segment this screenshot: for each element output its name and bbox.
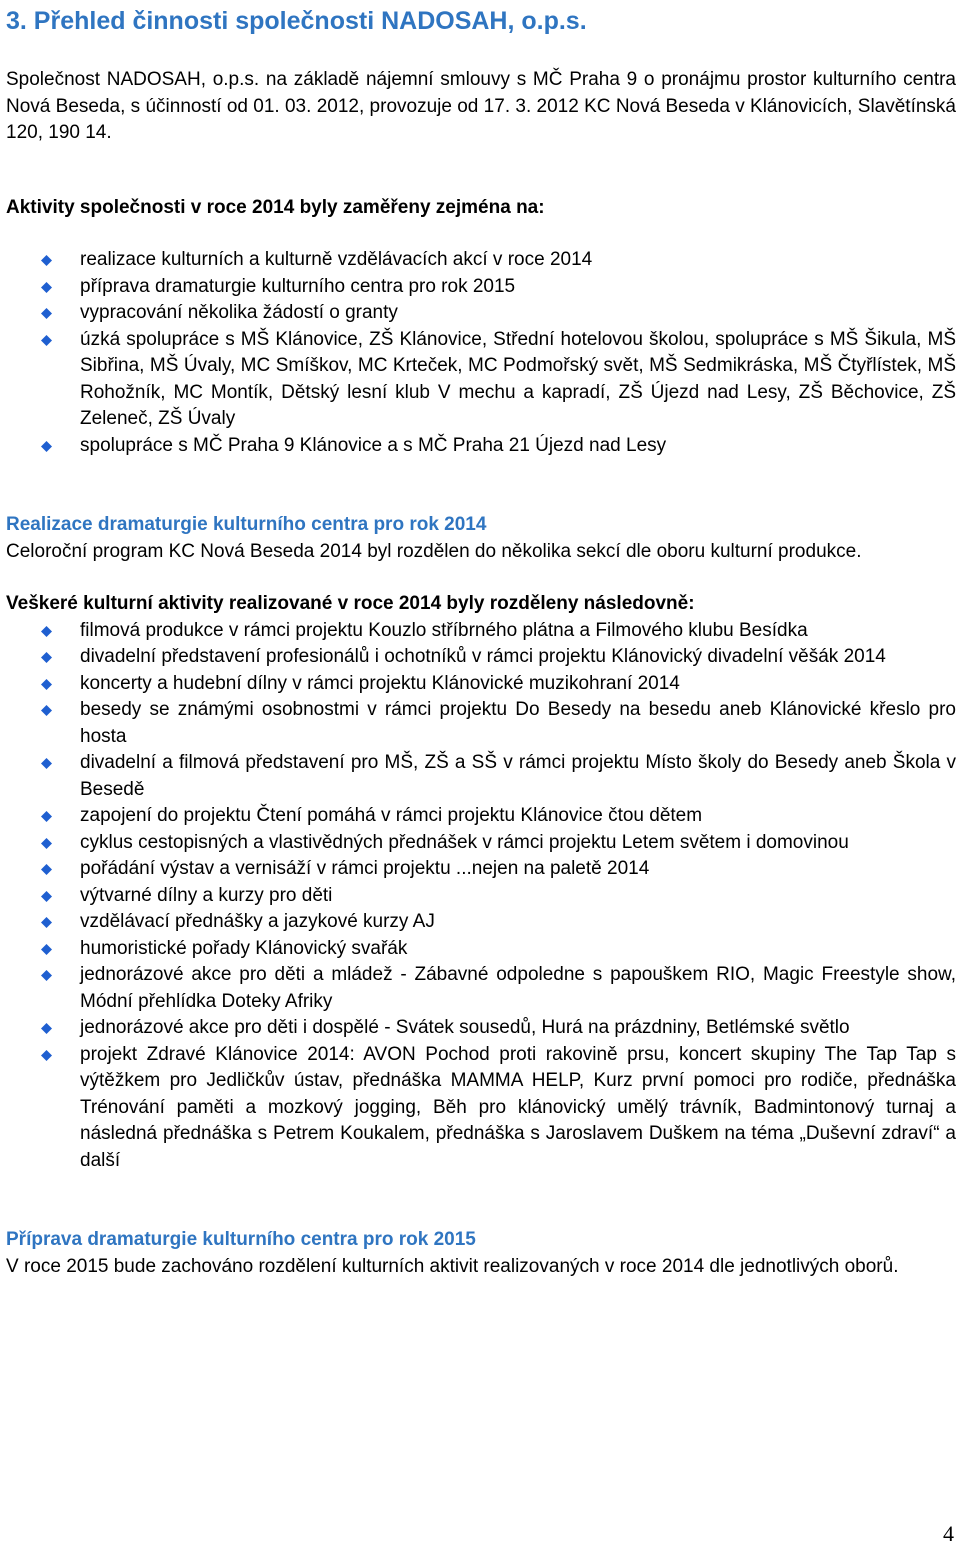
list-item: spolupráce s MČ Praha 9 Klánovice a s MČ Praha 21 Újezd nad Lesy [6, 433, 956, 460]
diamond-bullet-icon [41, 864, 52, 875]
cultural-heading: Veškeré kulturní aktivity realizované v roce 2014 byly rozděleny následovně: [6, 593, 695, 614]
list-item: příprava dramaturgie kulturního centra pro rok 2015 [6, 274, 956, 301]
diamond-bullet-icon [41, 944, 52, 955]
diamond-bullet-icon [41, 917, 52, 928]
list-item: koncerty a hudební dílny v rámci projektu Klánovické muzikohraní 2014 [6, 671, 956, 698]
activities-heading: Aktivity společnosti v roce 2014 byly zaměřeny zejména na: [6, 196, 545, 218]
list-item: humoristické pořady Klánovický svařák [6, 936, 956, 963]
intro-paragraph: Společnost NADOSAH, o.p.s. na základě nájemní smlouvy s MČ Praha 9 o pronájmu prostor kulturního centra Nová Beseda, s účinností od 01. 03. 2012, provozuje od 17. 3. 2012 KC Nová Beseda v Klánovicích, Slavětínská 120, 190 14. [6, 69, 956, 143]
diamond-bullet-icon [41, 255, 52, 266]
section-title-2014: Realizace dramaturgie kulturního centra pro rok 2014 [6, 514, 487, 535]
diamond-bullet-icon [41, 679, 52, 690]
list-item: výtvarné dílny a kurzy pro děti [6, 883, 956, 910]
list-item: jednorázové akce pro děti a mládež - Zábavné odpoledne s papouškem RIO, Magic Freestyle show, Módní přehlídka Doteky Afriky [6, 962, 956, 1015]
document-page [6, 6, 956, 1280]
list-item: vypracování několika žádostí o granty [6, 300, 956, 327]
diamond-bullet-icon [41, 1023, 52, 1034]
diamond-bullet-icon [41, 1050, 52, 1061]
list-item: úzká spolupráce s MŠ Klánovice, ZŠ Klánovice, Střední hotelovou školou, spolupráce s MŠ Šikula, MŠ Sibřina, MŠ Úvaly, MC Smíškov, MC Krteček, MC Podmořský svět, MŠ Sedmikráska, MŠ Čtyřlístek, MŠ Rohožník, MC Montík, Dětský lesní klub V mechu a kapradí, ZŠ Újezd nad Lesy, ZŠ Běchovice, ZŠ Zeleneč, ZŠ Úvaly [6, 327, 956, 433]
diamond-bullet-icon [41, 838, 52, 849]
page-number: 4 [943, 1521, 954, 1546]
section-2014-text: Celoroční program KC Nová Beseda 2014 byl rozdělen do několika sekcí dle oboru kulturní produkce. [6, 540, 862, 562]
list-item: filmová produkce v rámci projektu Kouzlo stříbrného plátna a Filmového klubu Besídka [6, 618, 956, 645]
list-item: projekt Zdravé Klánovice 2014: AVON Pochod proti rakovině prsu, koncert skupiny The Tap Tap s výtěžkem pro Jedličkův ústav, přednáška MAMMA HELP, Kurz první pomoci pro rodiče, přednáška Trénování paměti a mozkový jogging, Běh pro klánovický umělý trávník, Badmintonový turnaj a následná přednáška s Petrem Koukalem, přednáška s Jaroslavem Duškem na téma „Duševní zdraví“ a další [6, 1042, 956, 1175]
diamond-bullet-icon [41, 441, 52, 452]
diamond-bullet-icon [41, 335, 52, 346]
list-item: divadelní a filmová představení pro MŠ, ZŠ a SŠ v rámci projektu Místo školy do Besedy aneb Škola v Besedě [6, 750, 956, 803]
diamond-bullet-icon [41, 758, 52, 769]
list-item: cyklus cestopisných a vlastivědných přednášek v rámci projektu Letem světem i domovinou [6, 830, 956, 857]
diamond-bullet-icon [41, 811, 52, 822]
list-item: vzdělávací přednášky a jazykové kurzy AJ [6, 909, 956, 936]
diamond-bullet-icon [41, 282, 52, 293]
activities-list [6, 247, 956, 459]
cultural-list [6, 618, 956, 1175]
diamond-bullet-icon [41, 652, 52, 663]
section-2015-text: V roce 2015 bude zachováno rozdělení kulturních aktivit realizovaných v roce 2014 dle jednotlivých oborů. [6, 1255, 899, 1277]
list-item: besedy se známými osobnostmi v rámci projektu Do Besedy na besedu aneb Klánovické křeslo pro hosta [6, 697, 956, 750]
diamond-bullet-icon [41, 970, 52, 981]
list-item: pořádání výstav a vernisáží v rámci projektu ...nejen na paletě 2014 [6, 856, 956, 883]
list-item: zapojení do projektu Čtení pomáhá v rámci projektu Klánovice čtou dětem [6, 803, 956, 830]
list-item: divadelní představení profesionálů i ochotníků v rámci projektu Klánovický divadelní věšák 2014 [6, 644, 956, 671]
diamond-bullet-icon [41, 705, 52, 716]
diamond-bullet-icon [41, 626, 52, 637]
list-item: realizace kulturních a kulturně vzdělávacích akcí v roce 2014 [6, 247, 956, 274]
list-item: jednorázové akce pro děti i dospělé - Svátek sousedů, Hurá na prázdniny, Betlémské světlo [6, 1015, 956, 1042]
diamond-bullet-icon [41, 308, 52, 319]
section-title-2015: Příprava dramaturgie kulturního centra pro rok 2015 [6, 1229, 476, 1250]
diamond-bullet-icon [41, 891, 52, 902]
page-heading: 3. Přehled činnosti společnosti NADOSAH, o.p.s. [6, 7, 587, 35]
